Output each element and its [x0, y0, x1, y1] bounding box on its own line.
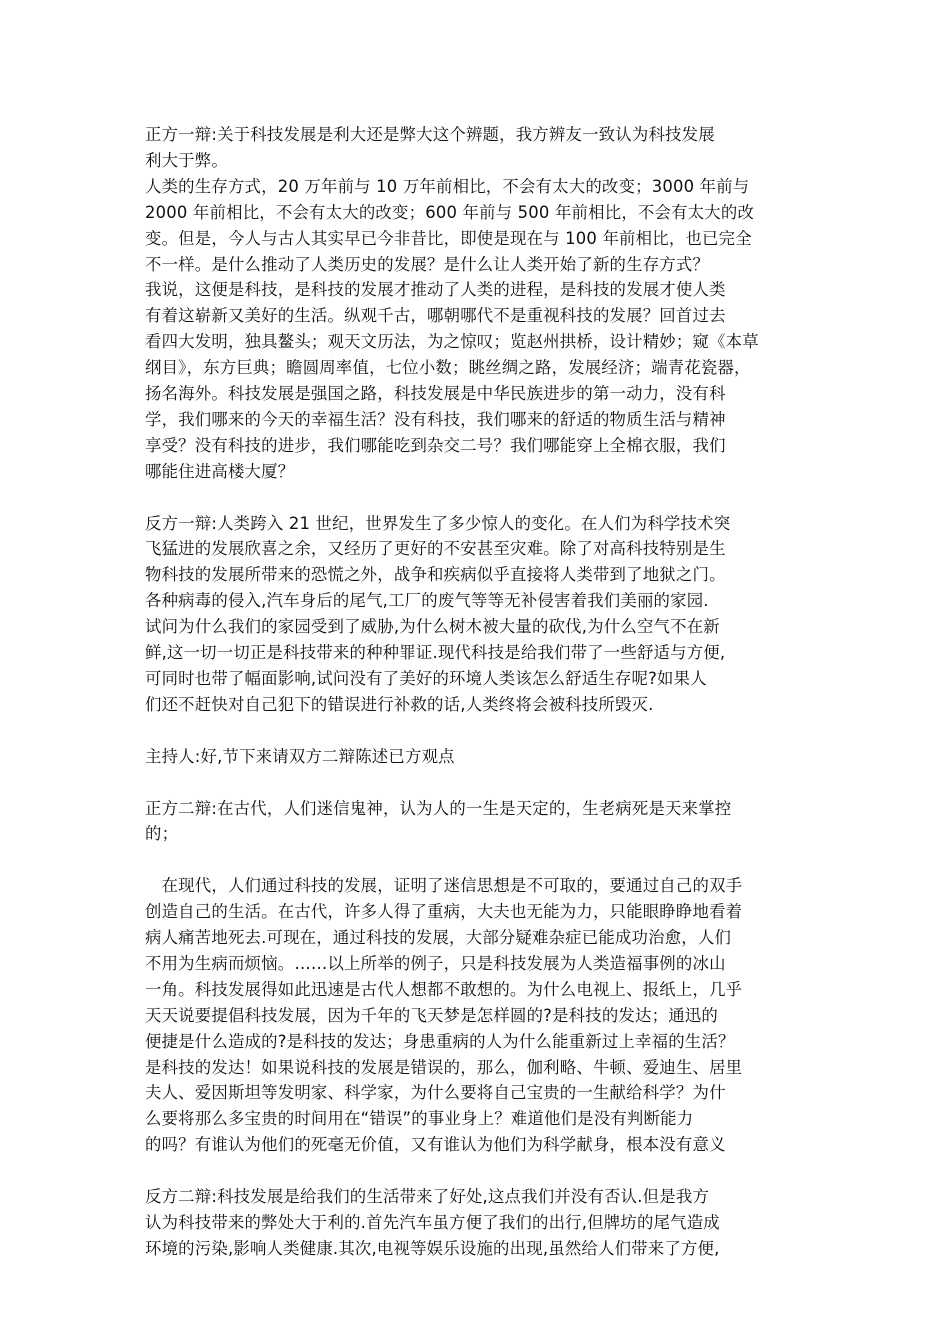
text-line: 可同时也带了幅面影响,试问没有了美好的环境人类该怎么舒适生存呢?如果人 [145, 669, 707, 689]
text-line: 环境的污染,影响人类健康.其次,电视等娱乐设施的出现,虽然给人们带来了方便, [145, 1238, 720, 1258]
paragraph [145, 1184, 815, 1262]
text-line: 我说，这便是科技，是科技的发展才推动了人类的进程，是科技的发展才使人类 [145, 280, 726, 300]
paragraph [145, 277, 815, 484]
paragraph [145, 873, 815, 1158]
paragraph [145, 744, 815, 770]
text-line: 的吗？有谁认为他们的死毫无价值，又有谁认为他们为科学献身，根本没有意义 [145, 1135, 726, 1155]
text-line: 病人痛苦地死去.可现在，通过科技的发展，大部分疑难杂症已能成功治愈，人们 [145, 928, 732, 948]
paragraph-gap [145, 770, 815, 796]
text-line: 创造自己的生活。在古代，许多人得了重病，大夫也无能为力，只能眼睁睁地看着 [145, 902, 743, 922]
text-line: 不用为生病而烦恼。……以上所举的例子，只是科技发展为人类造福事例的冰山 [145, 953, 726, 973]
text-line: 的； [145, 824, 179, 844]
text-line: 一角。科技发展得如此迅速是古代人想都不敢想的。为什么电视上、报纸上，几乎 [145, 979, 743, 999]
text-line: 纲目》，东方巨典；瞻圆周率值，七位小数；眺丝绸之路，发展经济；端青花瓷器， [145, 358, 751, 378]
text-line: 正方一辩:关于科技发展是利大还是弊大这个辨题，我方辨友一致认为科技发展 [145, 125, 715, 144]
text-line: 主持人:好,节下来请双方二辩陈述已方观点 [145, 746, 455, 766]
text-line: 变。但是，今人与古人其实早已今非昔比，即使是现在与 100 年前相比，也已完全 [145, 228, 752, 248]
paragraph [145, 122, 815, 174]
text-line: 反方二辩:科技发展是给我们的生活带来了好处,这点我们并没有否认.但是我方 [145, 1187, 710, 1207]
paragraph-gap [145, 485, 815, 511]
text-line: 不一样。是什么推动了人类历史的发展？是什么让人类开始了新的生存方式？ [145, 254, 710, 274]
text-line: 有着这崭新又美好的生活。纵观千古，哪朝哪代不是重视科技的发展？回首过去 [145, 306, 726, 326]
text-line: 天天说要提倡科技发展，因为千年的飞天梦是怎样圆的?是科技的发达；通迅的 [145, 1005, 718, 1025]
text-line: 2000 年前相比，不会有太大的改变；600 年前与 500 年前相比，不会有太大的改 [145, 202, 755, 222]
text-line: 们还不赶快对自己犯下的错误进行补救的话,人类终将会被科技所毁灭. [145, 694, 654, 714]
text-line: 反方一辩:人类跨入 21 世纪，世界发生了多少惊人的变化。在人们为科学技术突 [145, 513, 731, 533]
paragraph-gap [145, 847, 815, 873]
text-line: 利大于弊。 [145, 150, 228, 170]
text-line: 是科技的发达！如果说科技的发展是错误的，那么，伽利略、牛顿、爱迪生、居里 [145, 1057, 743, 1077]
paragraph [145, 174, 815, 278]
text-line: 在现代，人们通过科技的发展，证明了迷信思想是不可取的，要通过自己的双手 [145, 876, 743, 896]
text-line: 看四大发明，独具鳌头；观天文历法，为之惊叹；览赵州拱桥，设计精妙；窥《本草 [145, 332, 759, 352]
text-line: 认为科技带来的弊处大于利的.首先汽车虽方便了我们的出行,但牌坊的尾气造成 [145, 1212, 720, 1232]
text-line: 人类的生存方式，20 万年前与 10 万年前相比，不会有太大的改变；3000 年前与 [145, 176, 750, 196]
text-line: 哪能住进高楼大厦？ [145, 461, 295, 481]
text-line: 么要将那么多宝贵的时间用在“错误”的事业身上？难道他们是没有判断能力 [145, 1109, 694, 1129]
paragraph [145, 511, 815, 718]
text-line: 扬名海外。科技发展是强国之路，科技发展是中华民族进步的第一动力，没有科 [145, 384, 726, 404]
text-line: 各种病毒的侵入,汽车身后的尾气,工厂的废气等等无补侵害着我们美丽的家园. [145, 591, 709, 611]
paragraph [145, 796, 815, 848]
paragraph-gap [145, 718, 815, 744]
text-line: 学，我们哪来的今天的幸福生活？没有科技，我们哪来的舒适的物质生活与精神 [145, 409, 726, 429]
text-line: 鲜,这一切一切正是科技带来的种种罪证.现代科技是给我们带了一些舒适与方便, [145, 643, 726, 663]
text-line: 便捷是什么造成的?是科技的发达；身患重病的人为什么能重新过上幸福的生活？ [145, 1031, 735, 1051]
paragraph-gap [145, 1158, 815, 1184]
document-page [145, 122, 815, 1262]
text-line: 夫人、爱因斯坦等发明家、科学家，为什么要将自己宝贵的一生献给科学？为什 [145, 1083, 726, 1103]
text-line: 试问为什么我们的家园受到了威胁,为什么树木被大量的砍伐,为什么空气不在新 [145, 617, 720, 637]
text-line: 飞猛进的发展欣喜之余，又经历了更好的不安甚至灾难。除了对高科技特别是生 [145, 539, 726, 559]
text-line: 物科技的发展所带来的恐慌之外，战争和疾病似乎直接将人类带到了地狱之门。 [145, 565, 726, 585]
text-line: 享受？没有科技的进步，我们哪能吃到杂交二号？我们哪能穿上全棉衣服，我们 [145, 435, 726, 455]
text-line: 正方二辩:在古代，人们迷信鬼神，认为人的一生是天定的，生老病死是天来掌控 [145, 798, 732, 818]
